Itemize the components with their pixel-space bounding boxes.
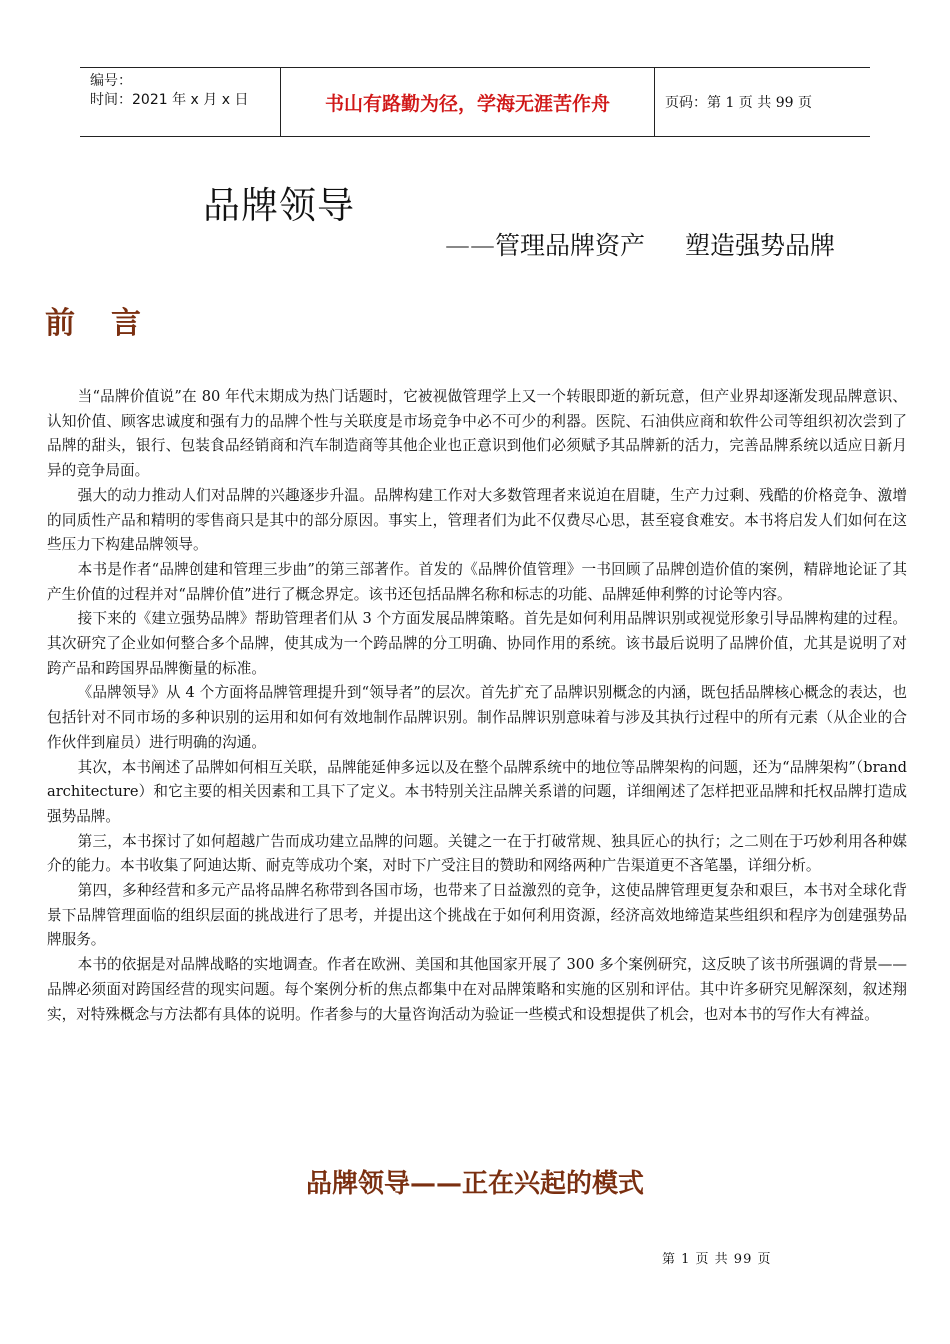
paragraph: 接下来的《建立强势品牌》帮助管理者们从 3 个方面发展品牌策略。首先是如何利用品牌识别或视觉形象引导品牌构建的过程。其次研究了企业如何整合多个品牌，使其成为一个跨品牌的分工明确、协同作用的系统。该书最后说明了品牌价值，尤其是说明了对跨产品和跨国界品牌衡量的标准。 — [47, 610, 907, 677]
book-subtitle — [445, 226, 835, 262]
page-footer: 第 1 页 共 99 页 — [662, 1252, 772, 1267]
header-motto: 书山有路勤为径，学海无涯苦作舟 — [280, 68, 655, 136]
date-label: 时间：2021 年 x 月 x 日 — [90, 92, 249, 108]
paragraph: 强大的动力推动人们对品牌的兴趣逐步升温。品牌构建工作对大多数管理者来说迫在眉睫，生产力过剩、残酷的价格竞争、激增的同质性产品和精明的零售商只是其中的部分原因。事实上，管理者们为此不仅费尽心思，甚至寝食难安。本书将启发人们如何在这些压力下构建品牌领导。 — [47, 486, 907, 554]
paragraph: 《品牌领导》从 4 个方面将品牌管理提升到“领导者”的层次。首先扩充了品牌识别概念的内涵，既包括品牌核心概念的表达，也包括针对不同市场的多种识别的运用和如何有效地制作品牌识别。制作品牌识别意味着与涉及其执行过程中的所有元素（从企业的合作伙伴到雇员）进行明确的沟通。 — [47, 684, 907, 751]
document-header — [80, 67, 870, 137]
subtitle-part-a: ——管理品牌资产 — [445, 231, 646, 260]
book-title: 品牌领导 — [203, 184, 355, 227]
paragraph: 第三，本书探讨了如何超越广告而成功建立品牌的问题。关键之一在于打破常规、独具匠心的执行；之二则在于巧妙利用各种媒介的能力。本书收集了阿迪达斯、耐克等成功个案，对时下广受注目的赞助和网络两种广告渠道更不吝笔墨，详细分析。 — [47, 832, 907, 875]
paragraph: 第四，多种经营和多元产品将品牌名称带到各国市场，也带来了日益激烈的竞争，这使品牌管理更复杂和艰巨，本书对全球化背景下品牌管理面临的组织层面的挑战进行了思考，并提出这个挑战在于如何利用资源，经济高效地缔造某些组织和程序为创建强势品牌服务。 — [47, 882, 907, 949]
paragraph: 本书的依据是对品牌战略的实地调查。作者在欧洲、美国和其他国家开展了 300 多个案例研究，这反映了该书所强调的背景——品牌必须面对跨国经营的现实问题。每个案例分析的焦点都集中在对品牌策略和实施的区别和评估。其中许多研究见解深刻，叙述翔实，对特殊概念与方法都有具体的说明。作者参与的大量咨询活动为验证一些模式和设想提供了机会，也对本书的写作大有裨益。 — [47, 956, 907, 1023]
preface-char-1: 前 — [45, 306, 75, 341]
subtitle-part-b: 塑造强势品牌 — [685, 231, 836, 260]
section-heading: 品牌领导——正在兴起的模式 — [305, 1169, 644, 1199]
paragraph: 其次，本书阐述了品牌如何相互关联，品牌能延伸多远以及在整个品牌系统中的地位等品牌架构的问题，还为“品牌架构”（brand architecture）和它主要的相关因素和工具下了定义。本书特别关注品牌关系谱的问题，详细阐述了怎样把亚品牌和托权品牌打造成强势品牌。 — [47, 758, 907, 825]
paragraph: 当“品牌价值说”在 80 年代末期成为热门话题时，它被视做管理学上又一个转眼即逝的新玩意，但产业界却逐渐发现品牌意识、认知价值、顾客忠诚度和强有力的品牌个性与关联度是市场竞争中必不可少的利器。医院、石油供应商和软件公司等组织初次尝到了品牌的甜头，银行、包装食品经销商和汽车制造商等其他企业也正意识到他们必须赋予其品牌新的活力，完善品牌系统以适应日新月异的竞争局面。 — [47, 388, 907, 480]
preface-heading — [45, 298, 141, 342]
preface-char-2: 言 — [111, 306, 141, 341]
number-label: 编号： — [90, 73, 132, 89]
paragraph: 本书是作者“品牌创建和管理三步曲”的第三部著作。首发的《品牌价值管理》一书回顾了品牌创造价值的案例，精辟地论证了其产生价值的过程并对“品牌价值”进行了概念界定。该书还包括品牌名称和标志的功能、品牌延伸利弊的讨论等内容。 — [47, 560, 907, 603]
preface-body — [47, 385, 907, 1027]
header-meta — [80, 68, 280, 136]
header-page-info: 页码：第 1 页 共 99 页 — [665, 95, 812, 111]
